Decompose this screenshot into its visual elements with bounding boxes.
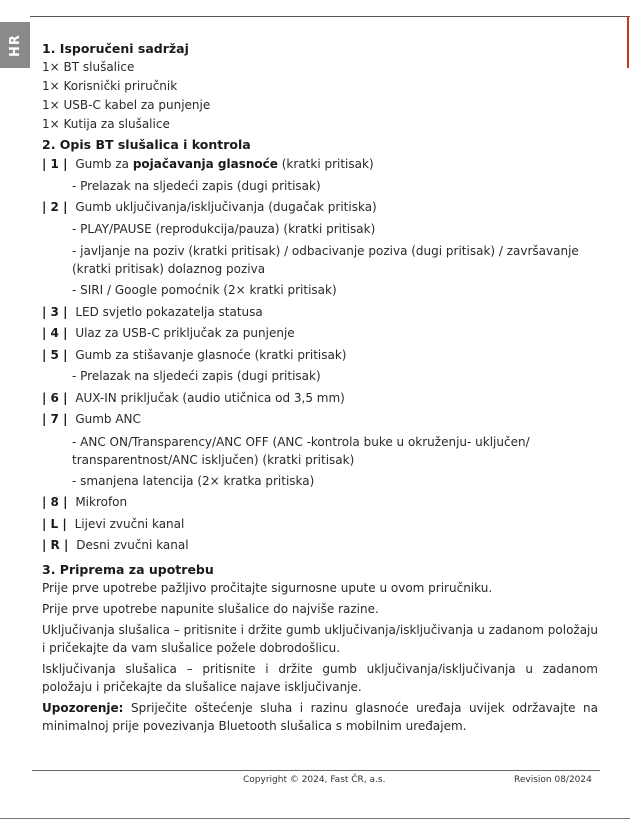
control-text: Lijevi zvučni kanal — [74, 516, 185, 531]
control-sub-item: - PLAY/PAUSE (reprodukcija/pauza) (kratki pritisak) — [72, 221, 376, 236]
control-item-6 — [42, 388, 598, 410]
control-text-post: (kratki pritisak) — [281, 157, 374, 171]
control-text: Gumb ANC — [75, 412, 141, 426]
language-tab — [0, 22, 30, 68]
page-bottom-divider — [0, 818, 630, 819]
list-item: 1× USB-C kabel za punjenje — [42, 98, 211, 112]
section-title: 2. Opis BT slušalica i kontrola — [42, 137, 251, 152]
control-sub-item: - SIRI / Google pomoćnik (2× kratki pritisak) — [72, 283, 337, 297]
control-number: | 5 | — [42, 347, 68, 362]
control-text: Gumb za stišavanje glasnoće (kratki pritisak) — [75, 347, 347, 362]
section-title: 3. Priprema za upotrebu — [42, 561, 214, 577]
control-sub-item: - smanjena latencija (2× kratka pritiska) — [72, 473, 315, 488]
warning-paragraph — [42, 699, 598, 735]
control-number: | R | — [42, 538, 69, 552]
control-text: Mikrofon — [75, 495, 128, 509]
control-item-right — [42, 535, 598, 557]
control-text: Gumb uključivanja/isključivanja (dugačak pritiska) — [75, 200, 377, 214]
section-contents — [42, 40, 598, 134]
footer-divider — [32, 770, 600, 771]
control-text: AUX-IN priključak (audio utičnica od 3,5 mm) — [75, 390, 345, 405]
list-item: 1× BT slušalice — [42, 60, 135, 74]
warning-label: Upozorenje: — [42, 700, 124, 715]
control-item-1 — [42, 154, 598, 176]
control-sub-item: - Prelazak na sljedeći zapis (dugi pritisak) — [72, 178, 321, 193]
control-number: | 3 | — [42, 304, 68, 319]
control-sub-item: - javljanje na poziv (kratki pritisak) / odbacivanje poziva (dugi pritisak) / završavanje (kratki pritisak) dolaznog poziva — [72, 244, 579, 276]
section-title: 1. Isporučeni sadržaj — [42, 41, 189, 56]
paragraph: Uključivanja slušalica – pritisnite i držite gumb uključivanja/isključivanja u zadanom položaju i pričekajte da vam slušalice požele dobrodošlicu. — [42, 622, 598, 655]
control-number: | 7 | — [42, 412, 68, 426]
control-item-8 — [42, 492, 598, 514]
control-item-2 — [42, 197, 598, 219]
paragraph: Prije prve upotrebe napunite slušalice do najviše razine. — [42, 601, 379, 616]
top-divider — [30, 16, 630, 17]
language-label: HR — [7, 33, 23, 57]
section-preparation — [42, 561, 598, 735]
control-text-bold: pojačavanja glasnoće — [132, 157, 278, 171]
list-item: 1× Korisnički priručnik — [42, 79, 178, 93]
paragraph: Prije prve upotrebe pažljivo pročitajte sigurnosne upute u ovom priručniku. — [42, 580, 493, 595]
control-number: | L | — [42, 516, 67, 531]
list-item: 1× Kutija za slušalice — [42, 117, 170, 131]
copyright-text: Copyright © 2024, Fast ČR, a.s. — [243, 775, 386, 785]
warning-text: Spriječite oštećenje sluha i razinu glasnoće uređaja uvijek održavajte na minimalnoj prije povezivanja Bluetooth slušalica s mobilnim uređajem. — [42, 700, 598, 733]
control-item-7 — [42, 409, 598, 431]
control-number: | 2 | — [42, 200, 68, 214]
control-item-4 — [42, 323, 598, 345]
paragraph: Isključivanja slušalica – pritisnite i držite gumb uključivanja/isključivanja u zadanom položaju i pričekajte da slušalice najave isključivanje. — [42, 661, 598, 694]
control-item-left — [42, 514, 598, 536]
control-number: | 6 | — [42, 390, 68, 405]
control-text: Desni zvučni kanal — [76, 538, 189, 552]
control-number: | 1 | — [42, 157, 68, 171]
control-text: Ulaz za USB-C priključak za punjenje — [75, 326, 295, 340]
manual-content — [42, 40, 598, 738]
control-number: | 4 | — [42, 326, 68, 340]
control-sub-item: - Prelazak na sljedeći zapis (dugi pritisak) — [72, 369, 321, 383]
accent-edge-mark — [627, 16, 629, 68]
control-sub-item: - ANC ON/Transparency/ANC OFF (ANC -kontrola buke u okruženju- uključen/ transparentnost/ANC isključen) (kratki pritisak) — [72, 434, 530, 467]
control-item-5 — [42, 345, 598, 367]
control-text-pre: Gumb za — [75, 157, 129, 171]
section-controls — [42, 136, 598, 557]
control-text: LED svjetlo pokazatelja statusa — [75, 304, 263, 319]
control-number: | 8 | — [42, 495, 68, 509]
control-item-3 — [42, 302, 598, 324]
revision-text: Revision 08/2024 — [514, 775, 592, 785]
